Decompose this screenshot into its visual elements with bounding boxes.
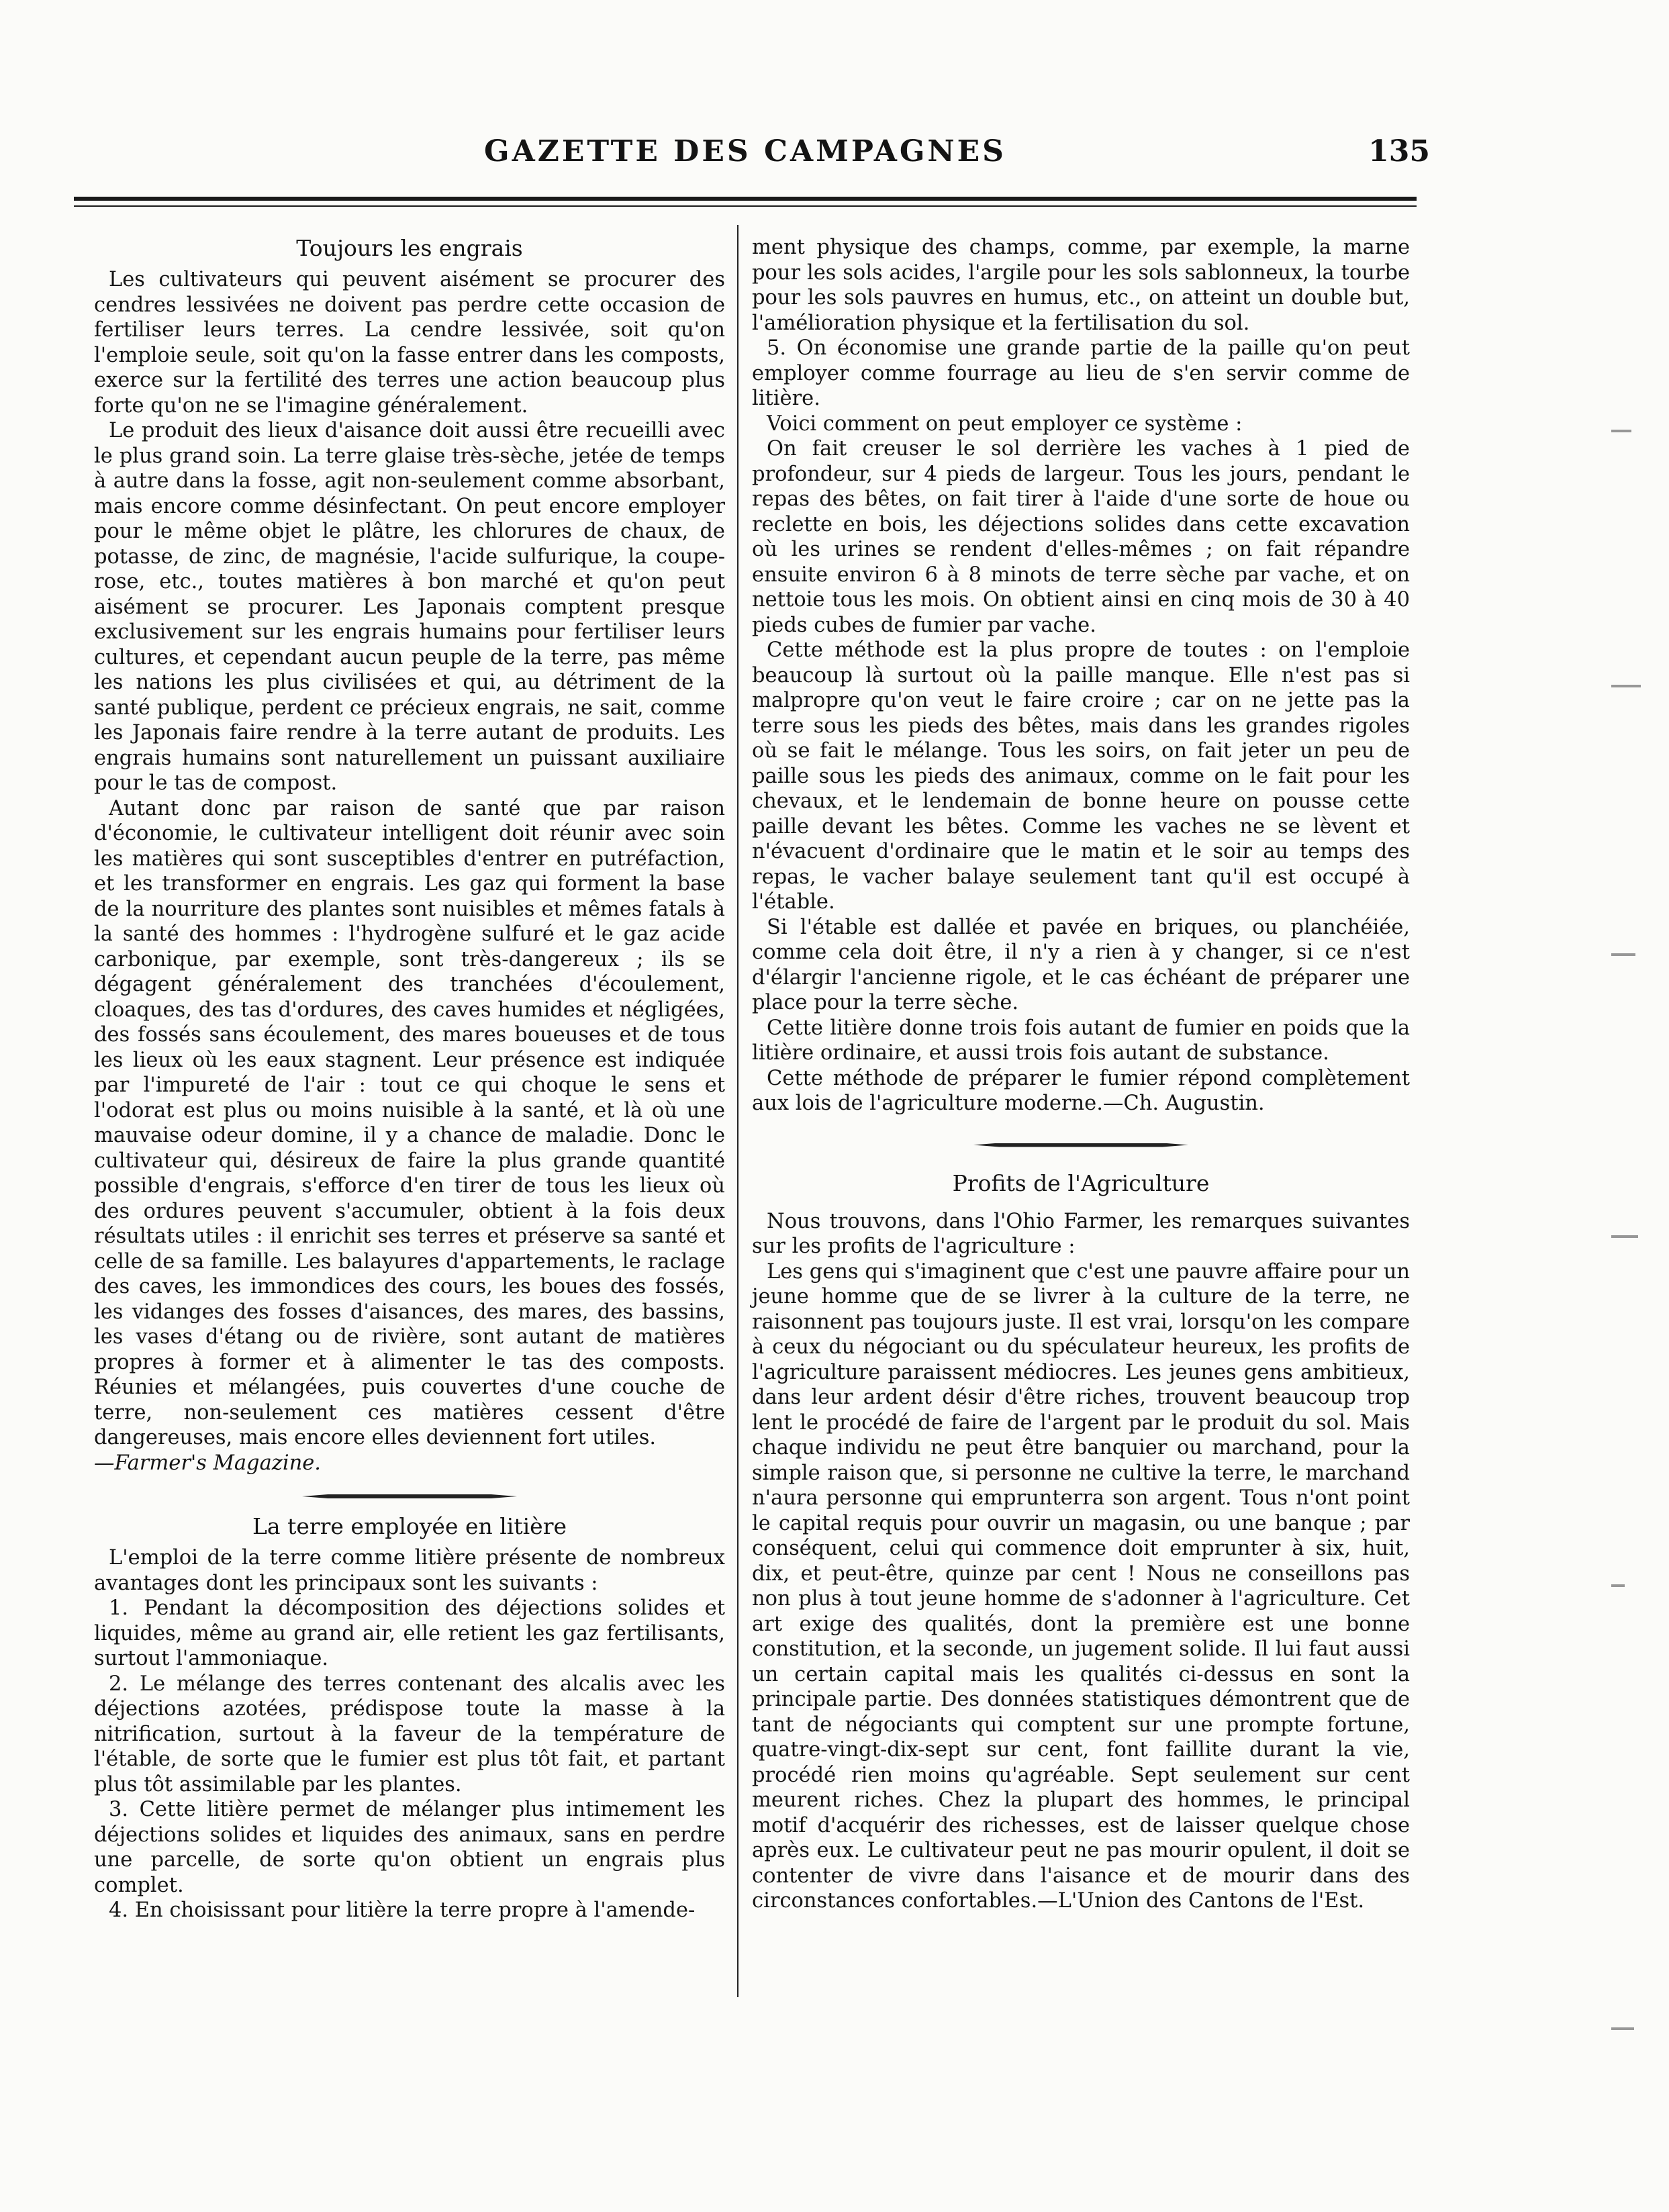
header-rule-thick [74,197,1417,201]
article-heading-profits: Profits de l'Agriculture [952,1169,1210,1196]
left-column [94,235,725,1923]
paragraph: Les gens qui s'imaginent que c'est une pauvre affaire pour un jeune homme que de se livrer à la culture de la terre, ne raisonnent pas toujours juste. Il est vrai, lorsqu'on les compare à ceux du négociant ou du spéculateur heureux, les profits de l'agriculture paraissent médiocres. Les jeunes gens ambitieux, dans leur ardent désir d'être riches, trouvent beaucoup trop lent le procédé de faire de l'argent par le produit du sol. Mais chaque individu ne peut être banquier ou marchand, pour la simple raison que, si personne ne cultive la terre, le marchand n'aura personne qui emprunterra son argent. Tous n'ont point le capital requis pour ouvrir un magasin, ou une banque ; par conséquent, celui qui commence doit emprunter à six, huit, dix, et peut-être, quinze par cent ! Nous ne conseillons pas non plus à tout jeune homme de s'adonner à l'agriculture. Cet art exige des qualités, dont la première est une bonne constitution, et la seconde, un jugement solide. Il lui faut aussi un certain capital mais les qualités ci-dessus en sont la principale partie. Des données statistiques démontrent que de tant de négociants qui comptent sur une prompte fortune, quatre-vingt-dix-sept sur cent, font faillite durant la vie, procédé rien moins qu'agréable. Sept seulement sur cent meurent riches. Chez la plupart des hommes, le principal motif d'acquérir des richesses, est de laisser quelque chose après eux. Le cultivateur peut ne pas mourir opulent, il doit se contenter de vivre dans l'aisance et de mourir dans des circonstances confortables.—L'Union des Cantons de l'Est. [752,1259,1410,1913]
newspaper-title: GAZETTE DES CAMPAGNES [484,134,1006,169]
page-number: 135 [1368,134,1430,169]
paragraph: L'emploi de la terre comme litière présente de nombreux avantages dont les principaux sont les suivants : [94,1546,725,1595]
article-source: —Farmer's Magazine. [94,1451,321,1475]
header-rule-thin [74,205,1417,207]
paragraph: Voici comment on peut employer ce système : [767,412,1243,436]
margin-bleedthrough [1611,81,1652,2162]
list-item: 4. En choisissant pour litière la terre propre à l'amende- [109,1898,696,1922]
article-heading-litiere: La terre employée en litière [252,1513,567,1539]
paragraph: Nous trouvons, dans l'Ohio Farmer, les remarques suivantes sur les profits de l'agriculture : [752,1209,1410,1258]
paragraph: Cette méthode est la plus propre de toutes : on l'emploie beaucoup là surtout où la paille manque. Elle n'est pas si malpropre qu'on veut le faire croire ; car on ne jette pas la terre sous les pieds des bêtes, mais dans les grandes rigoles où se fait le mélange. Tous les soirs, on fait jeter un peu de paille sous les pieds des animaux, comme on le fait pour les chevaux, et le lendemain de bonne heure on pousse cette paille devant les bêtes. Comme les vaches ne se lèvent et n'évacuent d'ordinaire que le matin et le soir au temps des repas, le vacher balaye seulement tant qu'il est occupé à l'étable. [752,638,1410,914]
paragraph: Cette litière donne trois fois autant de fumier en poids que la litière ordinaire, et aussi trois fois autant de substance. [752,1016,1410,1065]
paragraph: Les cultivateurs qui peuvent aisément se procurer des cendres lessivées ne doivent pas perdre cette occasion de fertiliser leurs terres. La cendre lessivée, soit qu'on l'emploie seule, soit qu'on la fasse entrer dans les composts, exerce sur la fertilité des terres une action beaucoup plus forte qu'on ne se l'imagine généralement. [94,268,725,418]
list-item: 5. On économise une grande partie de la paille qu'on peut employer comme fourrage au lieu de s'en servir comme de litière. [752,336,1410,410]
right-column [752,235,1410,1914]
paragraph: ment physique des champs, comme, par exemple, la marne pour les sols acides, l'argile pour les sols sablonneux, la tourbe pour les sols pauvres en humus, etc., on atteint un double but, l'amélioration physique et la fertilisation du sol. [752,236,1410,335]
paragraph: Autant donc par raison de santé que par raison d'économie, le cultivateur intelligent doit réunir avec soin les matières qui sont susceptibles d'entrer en putréfaction, et les transformer en engrais. Les gaz qui forment la base de la nourriture des plantes sont nuisibles et mêmes fatals à la santé des hommes : l'hydrogène sulfuré et le gaz acide carbonique, par exemple, sont très-dangereux ; ils se dégagent généralement des tranchées d'écoulement, cloaques, des tas d'ordures, des caves humides et négligées, des fossés sans écoulement, des mares boueuses et de tous les lieux où les eaux stagnent. Leur présence est indiquée par l'impureté de l'air : tout ce qui choque le sens et l'odorat est plus ou moins nuisible à la santé, et là où une mauvaise odeur domine, il y a chance de maladie. Donc le cultivateur qui, désireux de faire la plus grande quantité possible d'engrais, s'efforce d'en tirer de tous les lieux où des ordures peuvent s'accumuler, obtient à la fois deux résultats utiles : il enrichit ses terres et préserve sa santé et celle de sa famille. Les balayures d'appartements, le raclage des caves, les immondices des cours, les boues des fossés, les vidanges des fosses d'aisances, des mares, des bassins, les vases d'étang ou de rivière, sont autant de matières propres à former et à alimenter le tas des composts. Réunies et mélangées, puis couvertes d'une couche de terre, non-seulement ces matières cessent d'être dangereuses, mais encore elles deviennent fort utiles. [94,796,725,1449]
list-item: 3. Cette litière permet de mélanger plus intimement les déjections solides et liquides des animaux, sans en perdre une parcelle, de sorte qu'on obtient un engrais plus complet. [94,1798,725,1897]
paragraph: On fait creuser le sol derrière les vaches à 1 pied de profondeur, sur 4 pieds de largeur. Tous les jours, pendant le repas des bêtes, on fait tirer à l'aide d'une sorte de houe ou reclette en bois, les déjections solides dans cette excavation où les urines se rendent d'elles-mêmes ; on fait répandre ensuite environ 6 à 8 minots de terre sèche par vache, et on nettoie tous les mois. On obtient ainsi en cinq mois de 30 à 40 pieds cubes de fumier par vache. [752,437,1410,637]
paragraph: Si l'étable est dallée et pavée en briques, ou planchéiée, comme cela doit être, il n'y a rien à y changer, si ce n'est d'élargir l'ancienne rigole, et le cas échéant de préparer une place pour la terre sèche. [752,915,1410,1014]
article-heading-engrais: Toujours les engrais [296,235,523,261]
paragraph-signature: Cette méthode de préparer le fumier répond complètement aux lois de l'agriculture moderne.—Ch. Augustin. [752,1066,1410,1115]
page-header [74,134,1430,175]
paragraph: Le produit des lieux d'aisance doit aussi être recueilli avec le plus grand soin. La terre glaise très-sèche, jetée de temps à autre dans la fosse, agit non-seulement comme absorbant, mais encore comme désinfectant. On peut encore employer pour le même objet le plâtre, les chlorures de chaux, de potasse, de zinc, de magnésie, l'acide sulfurique, la coupe-rose, etc., toutes matières à bon marché et qu'on peut aisément se procurer. Les Japonais comptent presque exclusivement sur les engrais humains pour fertiliser leurs cultures, et cependant aucun peuple de la terre, pas même les nations les plus civilisées et qui, au détriment de la santé publique, perdent ce précieux engrais, ne sait, comme les Japonais faire rendre à la terre autant de produits. Les engrais humains sont naturellement un puissant auxiliaire pour le tas de compost. [94,419,725,795]
list-item: 1. Pendant la décomposition des déjections solides et liquides, même au grand air, elle retient les gaz fertilisants, surtout l'ammoniaque. [94,1596,725,1670]
column-divider [737,225,738,1997]
list-item: 2. Le mélange des terres contenant des alcalis avec les déjections azotées, prédispose toute la masse à la nitrification, surtout à la faveur de la température de l'étable, de sorte que le fumier est plus tôt fait, et partant plus tôt assimilable par les plantes. [94,1672,725,1796]
